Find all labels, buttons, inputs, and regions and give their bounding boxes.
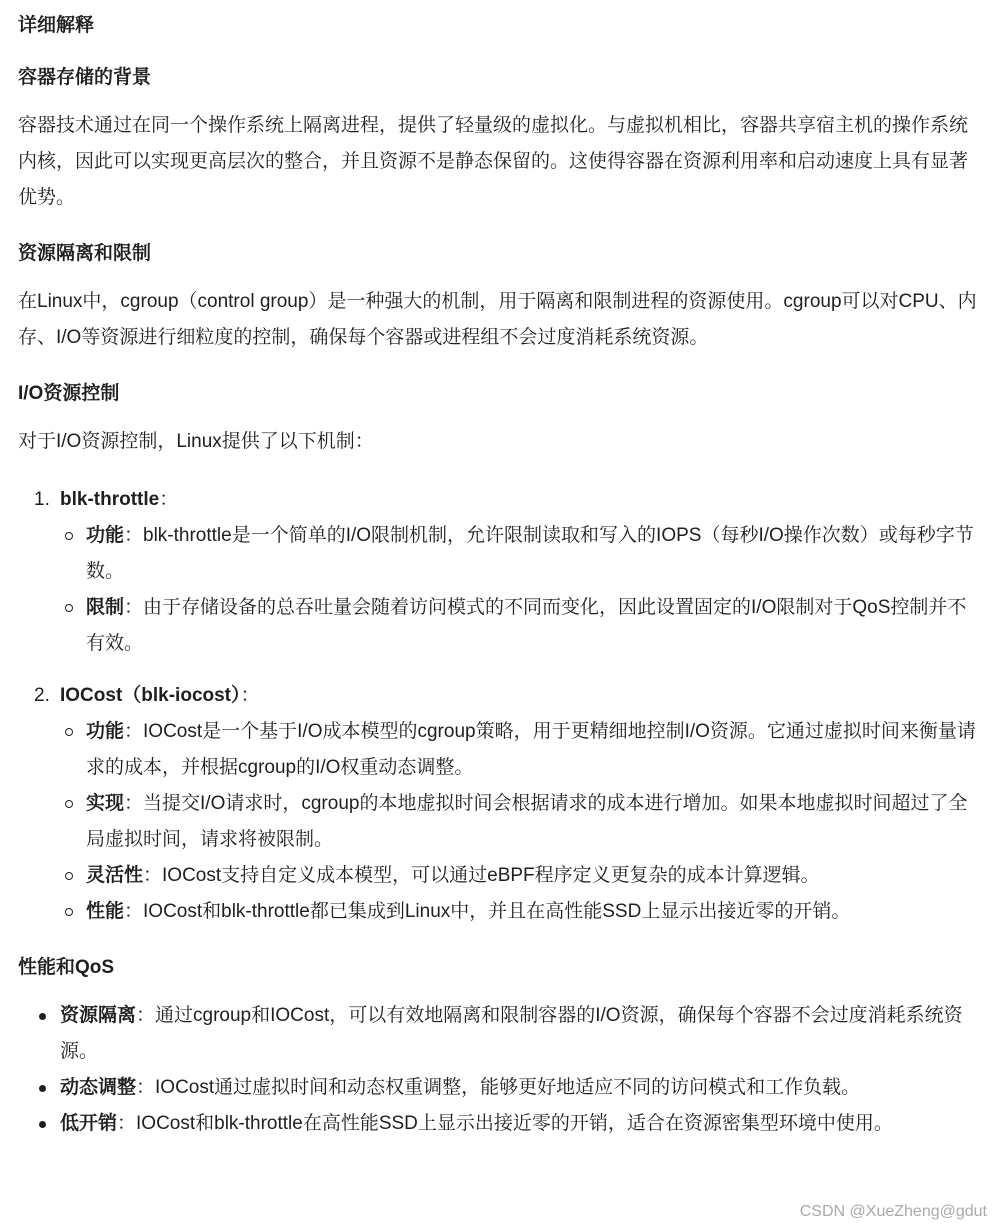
list-number: 1.	[34, 489, 50, 510]
list-item	[60, 894, 983, 930]
mechanism-name: IOCost（blk-iocost）	[60, 685, 241, 706]
item-label: 实现	[86, 793, 125, 814]
item-label: 功能	[86, 721, 125, 742]
mechanism-detail-list	[60, 714, 983, 930]
list-item	[18, 1106, 983, 1142]
list-item	[18, 998, 983, 1070]
mechanism-item-blk-throttle	[18, 482, 983, 662]
list-item	[60, 590, 983, 662]
item-text: ：IOCost和blk-throttle在高性能SSD上显示出接近零的开销，适合在资源密集型环境中使用。	[117, 1113, 893, 1134]
item-text: ：由于存储设备的总吞吐量会随着访问模式的不同而变化，因此设置固定的I/O限制对于QoS控制并不有效。	[86, 597, 967, 654]
qos-point-list	[18, 998, 983, 1142]
item-label: 灵活性	[86, 865, 144, 886]
item-text: ：IOCost和blk-throttle都已集成到Linux中，并且在高性能SSD上显示出接近零的开销。	[124, 901, 851, 922]
mechanism-name: blk-throttle	[60, 489, 160, 510]
item-text: ：IOCost支持自定义成本模型，可以通过eBPF程序定义更复杂的成本计算逻辑。	[143, 865, 820, 886]
item-text: ：IOCost通过虚拟时间和动态权重调整，能够更好地适应不同的访问模式和工作负载。	[136, 1077, 861, 1098]
item-text: ：IOCost是一个基于I/O成本模型的cgroup策略，用于更精细地控制I/O资源。它通过虚拟时间来衡量请求的成本，并根据cgroup的I/O权重动态调整。	[86, 721, 976, 778]
mechanism-detail-list	[60, 518, 983, 662]
section-heading-io-control: I/O资源控制	[18, 383, 120, 404]
list-number: 2.	[34, 685, 50, 706]
section-heading-container-storage: 容器存储的背景	[18, 67, 152, 88]
section-heading-resource-isolation: 资源隔离和限制	[18, 243, 152, 264]
csdn-watermark: CSDN @XueZheng@gdut	[799, 1203, 987, 1220]
page-title: 详细解释	[18, 15, 95, 36]
article-body	[18, 0, 983, 1142]
item-label: 限制	[86, 597, 125, 618]
list-item	[18, 1070, 983, 1106]
item-label: 功能	[86, 525, 125, 546]
section-paragraph-io-control: 对于I/O资源控制，Linux提供了以下机制：	[18, 431, 374, 452]
list-item	[60, 714, 983, 786]
section-heading-performance-qos: 性能和QoS	[18, 957, 115, 978]
section-paragraph-container-storage: 容器技术通过在同一个操作系统上隔离进程，提供了轻量级的虚拟化。与虚拟机相比，容器共享宿主机的操作系统内核，因此可以实现更高层次的整合，并且资源不是静态保留的。这使得容器在资源利用率和启动速度上具有显著优势。	[18, 115, 969, 208]
item-text: ：blk-throttle是一个简单的I/O限制机制，允许限制读取和写入的IOPS（每秒I/O操作次数）或每秒字节数。	[86, 525, 974, 582]
item-label: 资源隔离	[60, 1005, 137, 1026]
mechanism-list	[18, 482, 983, 930]
list-item	[60, 518, 983, 590]
mechanism-item-iocost	[18, 678, 983, 930]
section-paragraph-resource-isolation: 在Linux中，cgroup（control group）是一种强大的机制，用于隔离和限制进程的资源使用。cgroup可以对CPU、内存、I/O等资源进行细粒度的控制，确保每个容器或进程组不会过度消耗系统资源。	[18, 291, 977, 348]
item-label: 动态调整	[60, 1077, 137, 1098]
item-label: 性能	[86, 901, 125, 922]
item-text: ：通过cgroup和IOCost，可以有效地隔离和限制容器的I/O资源，确保每个容器不会过度消耗系统资源。	[60, 1005, 963, 1062]
item-label: 低开销	[60, 1113, 118, 1134]
list-item	[60, 786, 983, 858]
mechanism-colon: ：	[159, 489, 179, 510]
item-text: ：当提交I/O请求时，cgroup的本地虚拟时间会根据请求的成本进行增加。如果本地虚拟时间超过了全局虚拟时间，请求将被限制。	[86, 793, 968, 850]
list-item	[60, 858, 983, 894]
mechanism-colon: ：	[240, 685, 260, 706]
